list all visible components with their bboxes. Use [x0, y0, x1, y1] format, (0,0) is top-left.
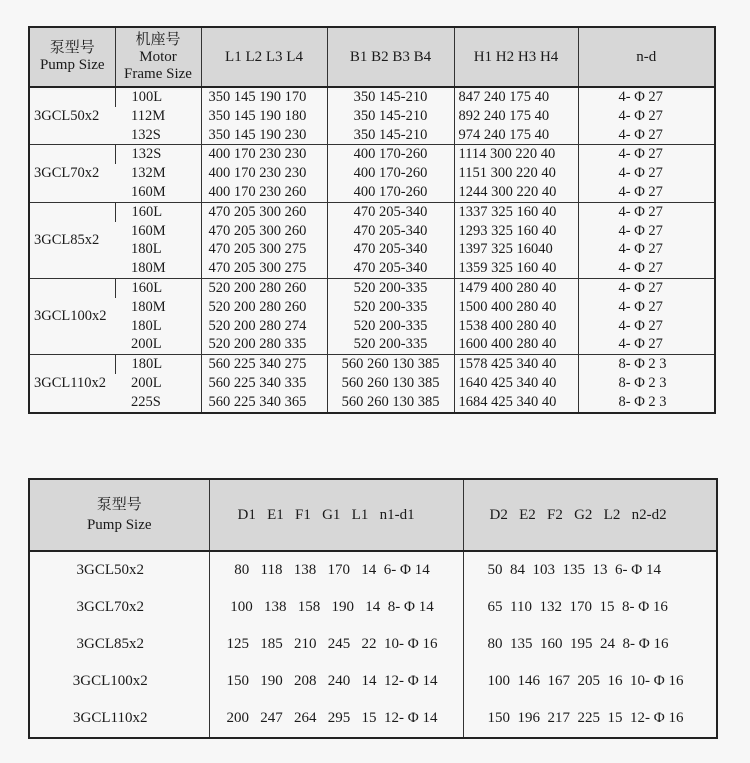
- pump-size-cell: 3GCL110x2: [73, 710, 148, 726]
- table-row: [29, 126, 715, 145]
- table-row: [29, 374, 715, 393]
- h-dims-cell: 1600 400 280 40: [454, 335, 578, 354]
- motor-frame-cell: 180L: [115, 355, 201, 374]
- motor-frame-cell: 132S: [115, 145, 201, 164]
- table-row: [29, 278, 715, 297]
- b-dims-cell: 520 200-335: [327, 317, 454, 336]
- pump-size-cell: 3GCL85x2: [76, 636, 144, 652]
- pump-size-cell: 3GCL100x2: [29, 278, 115, 354]
- table-header-row: [29, 479, 717, 551]
- pump-size-cell: 3GCL70x2: [76, 599, 144, 615]
- header-l: L1 L2 L3 L4: [201, 27, 327, 87]
- l-dims-cell: 520 200 280 260: [201, 278, 327, 297]
- h-dims-cell: 1640 425 340 40: [454, 374, 578, 393]
- header-pump-size: [29, 479, 209, 551]
- table-row: [29, 589, 717, 626]
- motor-frame-cell: 160M: [115, 183, 201, 202]
- header-pump-en: Pump Size: [86, 517, 152, 533]
- table-row: [29, 335, 715, 354]
- h-dims-cell: 1293 325 160 40: [454, 222, 578, 241]
- table-row: [29, 222, 715, 241]
- motor-frame-cell: 200L: [115, 335, 201, 354]
- h-dims-cell: 1359 325 160 40: [454, 259, 578, 278]
- dimension-table-flange: [28, 478, 718, 739]
- b-dims-cell: 470 205-340: [327, 222, 454, 241]
- l-dims-cell: 350 145 190 180: [201, 107, 327, 126]
- table-row: [29, 87, 715, 107]
- l-dims-cell: 560 225 340 365: [201, 393, 327, 413]
- table-body: [29, 87, 715, 413]
- h-dims-cell: 1500 400 280 40: [454, 298, 578, 317]
- b-dims-cell: 470 205-340: [327, 259, 454, 278]
- l-dims-cell: 350 145 190 230: [201, 126, 327, 145]
- pump-size-cell: 3GCL110x2: [34, 374, 106, 391]
- header-pump-size: [29, 27, 115, 87]
- table-row: [29, 164, 715, 183]
- n-d-cell: 8- Φ 2 3: [578, 393, 715, 413]
- l-dims-cell: 400 170 230 230: [201, 145, 327, 164]
- n-d-cell: 8- Φ 2 3: [578, 355, 715, 374]
- table-row: [29, 551, 717, 589]
- motor-frame-cell: 160L: [115, 202, 201, 221]
- n-d-cell: 4- Φ 27: [578, 126, 715, 145]
- n-d-cell: 4- Φ 27: [578, 240, 715, 259]
- b-dims-cell: 560 260 130 385: [327, 355, 454, 374]
- n-d-cell: 4- Φ 27: [578, 145, 715, 164]
- n-d-cell: 4- Φ 27: [578, 183, 715, 202]
- table-row: [29, 393, 715, 413]
- pump-size-cell: 3GCL100x2: [72, 673, 148, 689]
- n-d-cell: 4- Φ 27: [578, 202, 715, 221]
- b-dims-cell: 560 260 130 385: [327, 374, 454, 393]
- table-row: [29, 355, 715, 374]
- table-row: [29, 626, 717, 663]
- b-dims-cell: 400 170-260: [327, 145, 454, 164]
- h-dims-cell: 1578 425 340 40: [454, 355, 578, 374]
- table-row: [29, 259, 715, 278]
- header-h: H1 H2 H3 H4: [454, 27, 578, 87]
- b-dims-cell: 520 200-335: [327, 298, 454, 317]
- b-dims-cell: 400 170-260: [327, 164, 454, 183]
- l-dims-cell: 400 170 230 260: [201, 183, 327, 202]
- b-dims-cell: 520 200-335: [327, 335, 454, 354]
- l-dims-cell: 520 200 280 274: [201, 317, 327, 336]
- b-dims-cell: 350 145-210: [327, 107, 454, 126]
- table-row: [29, 145, 715, 164]
- n-d-cell: 4- Φ 27: [578, 335, 715, 354]
- inlet-dims-cell: 125 185 210 245 22 10- Φ 16: [209, 626, 463, 663]
- motor-frame-cell: 132S: [115, 126, 201, 145]
- l-dims-cell: 470 205 300 260: [201, 202, 327, 221]
- l-dims-cell: 470 205 300 260: [201, 222, 327, 241]
- table-header-row: [29, 27, 715, 87]
- l-dims-cell: 520 200 280 335: [201, 335, 327, 354]
- header-motor-en: Motor: [139, 48, 177, 65]
- pump-size-cell: 3GCL50x2: [76, 562, 144, 578]
- motor-frame-cell: 112M: [131, 107, 166, 124]
- outlet-dims-cell: 80 135 160 195 24 8- Φ 16: [463, 626, 717, 663]
- l-dims-cell: 470 205 300 275: [201, 240, 327, 259]
- motor-frame-cell: 100L: [115, 87, 201, 107]
- inlet-dims-cell: 80 118 138 170 14 6- Φ 14: [209, 551, 463, 589]
- outlet-dims-cell: 100 146 167 205 16 10- Φ 16: [463, 663, 717, 700]
- header-motor-cn: 机座号: [135, 31, 181, 48]
- pump-size-cell: 3GCL85x2: [29, 202, 115, 278]
- b-dims-cell: 470 205-340: [327, 240, 454, 259]
- n-d-cell: 4- Φ 27: [578, 278, 715, 297]
- header-pump-cn: 泵型号: [96, 497, 142, 513]
- motor-frame-cell: 160M: [131, 222, 166, 239]
- l-dims-cell: 520 200 280 260: [201, 298, 327, 317]
- n-d-cell: 4- Φ 27: [578, 317, 715, 336]
- header-outlet-dims: D2 E2 F2 G2 L2 n2-d2: [463, 479, 717, 551]
- h-dims-cell: 847 240 175 40: [454, 87, 578, 107]
- outlet-dims-cell: 150 196 217 225 15 12- Φ 16: [463, 700, 717, 738]
- b-dims-cell: 470 205-340: [327, 202, 454, 221]
- header-b: B1 B2 B3 B4: [327, 27, 454, 87]
- table-row: [29, 240, 715, 259]
- n-d-cell: 4- Φ 27: [578, 107, 715, 126]
- header-inlet-dims: D1 E1 F1 G1 L1 n1-d1: [209, 479, 463, 551]
- h-dims-cell: 974 240 175 40: [454, 126, 578, 145]
- n-d-cell: 4- Φ 27: [578, 298, 715, 317]
- motor-frame-cell: 180M: [131, 298, 166, 315]
- n-d-cell: 4- Φ 27: [578, 87, 715, 107]
- h-dims-cell: 1479 400 280 40: [454, 278, 578, 297]
- table-row: [29, 663, 717, 700]
- l-dims-cell: 350 145 190 170: [201, 87, 327, 107]
- outlet-dims-cell: 65 110 132 170 15 8- Φ 16: [463, 589, 717, 626]
- b-dims-cell: 560 260 130 385: [327, 393, 454, 413]
- motor-frame-cell: 180M: [115, 259, 201, 278]
- l-dims-cell: 470 205 300 275: [201, 259, 327, 278]
- table-row: [29, 317, 715, 336]
- l-dims-cell: 560 225 340 275: [201, 355, 327, 374]
- table-row: [29, 298, 715, 317]
- b-dims-cell: 400 170-260: [327, 183, 454, 202]
- table-row: [29, 700, 717, 738]
- h-dims-cell: 1244 300 220 40: [454, 183, 578, 202]
- b-dims-cell: 350 145-210: [327, 87, 454, 107]
- b-dims-cell: 520 200-335: [327, 278, 454, 297]
- motor-frame-cell: 180L: [131, 317, 162, 334]
- inlet-dims-cell: 100 138 158 190 14 8- Φ 14: [209, 589, 463, 626]
- l-dims-cell: 560 225 340 335: [201, 374, 327, 393]
- b-dims-cell: 350 145-210: [327, 126, 454, 145]
- h-dims-cell: 1397 325 16040: [454, 240, 578, 259]
- header-motor-frame: [115, 27, 201, 87]
- dimension-table-motor: [28, 26, 716, 414]
- l-dims-cell: 400 170 230 230: [201, 164, 327, 183]
- h-dims-cell: 1151 300 220 40: [454, 164, 578, 183]
- table-body: [29, 551, 717, 738]
- h-dims-cell: 1684 425 340 40: [454, 393, 578, 413]
- outlet-dims-cell: 50 84 103 135 13 6- Φ 14: [463, 551, 717, 589]
- h-dims-cell: 1337 325 160 40: [454, 202, 578, 221]
- motor-frame-cell: 132M: [131, 165, 166, 182]
- table-row: [29, 202, 715, 221]
- n-d-cell: 8- Φ 2 3: [578, 374, 715, 393]
- header-frame-size-en: Frame Size: [124, 65, 192, 82]
- motor-frame-cell: 160L: [115, 278, 201, 297]
- n-d-cell: 4- Φ 27: [578, 164, 715, 183]
- header-n-d: n-d: [578, 27, 715, 87]
- table-row: [29, 183, 715, 202]
- motor-frame-cell: 180L: [131, 241, 162, 258]
- motor-frame-cell: 200L: [131, 374, 162, 391]
- header-pump-cn: 泵型号: [49, 40, 95, 56]
- h-dims-cell: 892 240 175 40: [454, 107, 578, 126]
- n-d-cell: 4- Φ 27: [578, 259, 715, 278]
- h-dims-cell: 1538 400 280 40: [454, 317, 578, 336]
- inlet-dims-cell: 150 190 208 240 14 12- Φ 14: [209, 663, 463, 700]
- h-dims-cell: 1114 300 220 40: [454, 145, 578, 164]
- table-row: [29, 107, 715, 126]
- header-pump-en: Pump Size: [39, 57, 105, 73]
- pump-size-cell: 3GCL70x2: [29, 145, 115, 202]
- pump-size-cell: 3GCL50x2: [29, 87, 115, 145]
- inlet-dims-cell: 200 247 264 295 15 12- Φ 14: [209, 700, 463, 738]
- motor-frame-cell: 225S: [131, 393, 161, 410]
- n-d-cell: 4- Φ 27: [578, 222, 715, 241]
